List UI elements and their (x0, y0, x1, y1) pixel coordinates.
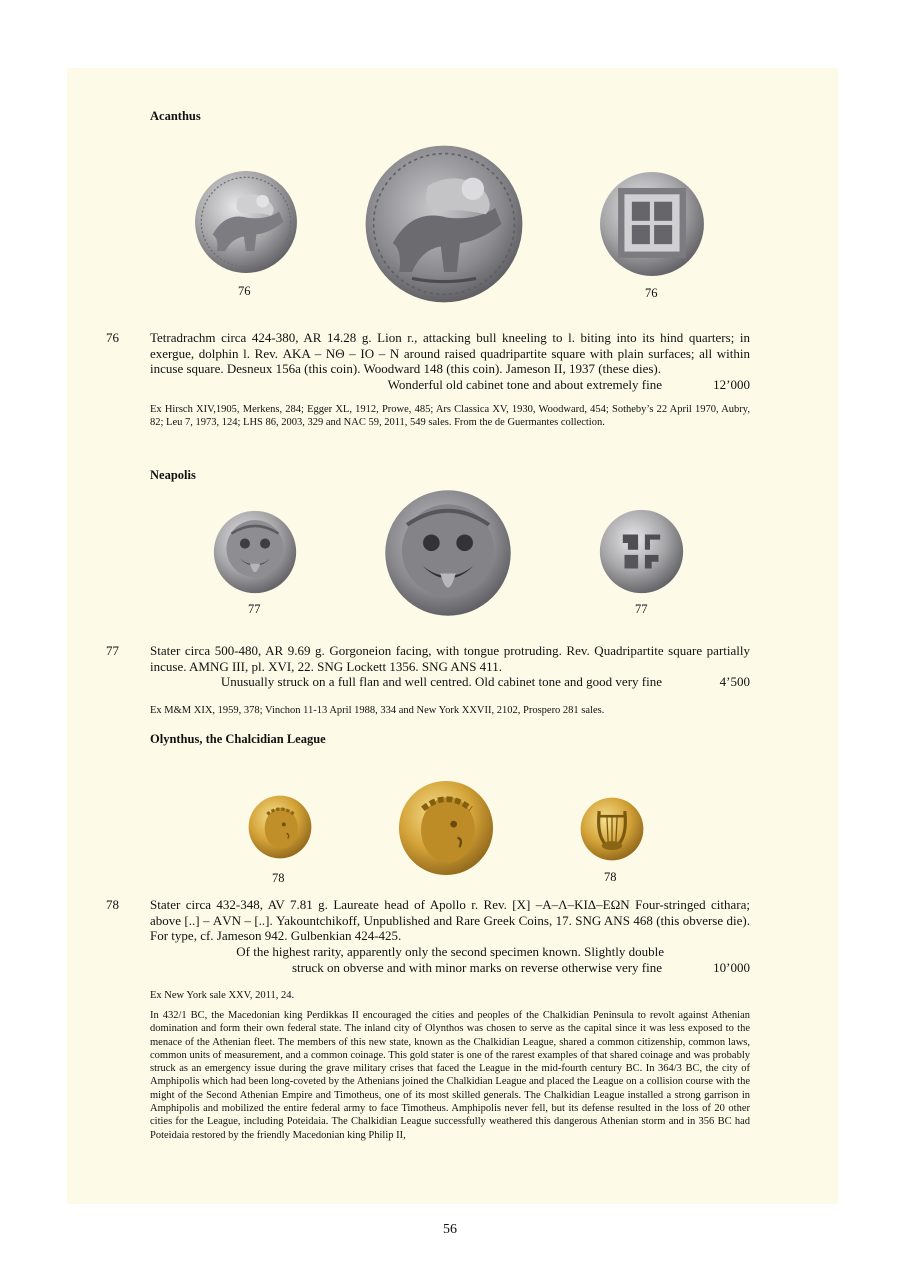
lot-price: 4’500 (719, 674, 750, 689)
olynthus-reverse-coin-image (580, 795, 644, 863)
lot-price: 12’000 (713, 377, 750, 392)
coin-label: 78 (272, 871, 285, 885)
grade-text: Unusually struck on a full flan and well centred. Old cabinet tone and good very fine (220, 674, 662, 689)
grade-text: Wonderful old cabinet tone and about extremely fine (387, 377, 662, 392)
neapolis-reverse-coin-image (599, 508, 684, 595)
lot-grade (150, 377, 750, 393)
coin-label: 76 (238, 284, 251, 298)
page-number: 56 (443, 1222, 457, 1237)
olynthus-obverse-coin-image (248, 793, 312, 861)
section-heading-acanthus: Acanthus (150, 109, 201, 123)
lot-provenance: Ex Hirsch XIV,1905, Merkens, 284; Egger XL, 1912, Prowe, 485; Ars Classica XV, 1930, Woodward, 454; Sotheby’s 22 April 1970, Aubry, 82; Leu 7, 1973, 124; LHS 86, 2003, 329 and NAC 59, 2011, 549 sales. From the de Guermantes collection. (150, 404, 750, 428)
lot-number: 76 (106, 330, 119, 345)
coin-label: 77 (635, 602, 648, 616)
lot-grade (150, 674, 750, 690)
acanthus-obverse-enlarged-coin-image (363, 144, 525, 304)
lot-provenance: Ex New York sale XXV, 2011, 24. (150, 990, 295, 1001)
lot-grade (150, 960, 750, 976)
coin-label: 76 (645, 286, 658, 300)
lot-number: 78 (106, 897, 119, 912)
neapolis-obverse-enlarged-coin-image (383, 489, 513, 617)
section-heading-olynthus: Olynthus, the Chalcidian League (150, 732, 326, 746)
coin-label: 78 (604, 870, 617, 884)
lot-provenance: Ex M&M XIX, 1959, 378; Vinchon 11-13 April 1988, 334 and New York XXVII, 2102, Prospero 281 sales. (150, 705, 605, 716)
lot-description: Stater circa 500-480, AR 9.69 g. Gorgoneion facing, with tongue protruding. Rev. Quadripartite square partially incuse. AMNG III, pl. XVI, 22. SNG Lockett 1356. SNG ANS 411. (150, 643, 750, 674)
historical-note: In 432/1 BC, the Macedonian king Perdikkas II encouraged the cities and peoples of the Chalkidian Peninsula to revolt against Athenian domination and form their own federal state. The inland city of Olynthos was chosen to serve as the capital since it was less exposed to the menace of the Athenian fleet. The members of this new state, known as the Chalkidian League, shared a common citizenship, common laws, common units of measurement, and a common coinage. This gold stater is one of the rarest examples of that shared coinage and was probably struck as an emergency issue during the grave military crises that faced the League in the mid-fourth century BC. In 364/3 BC, the city of Amphipolis which had been long-coveted by the Athenians joined the Chalkidian League and placed the League on a collision course with the might of the Second Athenian Empire and Timotheus, one of its most skilled generals. The Chalkidian League installed a strong garrison in Amphipolis and mobilized the entire federal army to face Timotheus. Amphipolis never fell, but its defense resulted in the loss of 20 other cities for the League, including Poteidaia. The Chalkidian League successfully weathered this dangerous Athenian storm and in 356 BC had Poteidaia restored by the friendly Macedonian king Philip II, (150, 1010, 750, 1141)
olynthus-obverse-enlarged-coin-image (398, 775, 494, 881)
coin-label: 77 (248, 602, 261, 616)
acanthus-obverse-coin-image (192, 170, 300, 274)
lot-description: Tetradrachm circa 424-380, AR 14.28 g. Lion r., attacking bull kneeling to l. biting into its hind quarters; in exergue, dolphin l. Rev. ΑΚΑ – ΝΘ – ΙΟ – Ν around raised quadripartite square with plain surfaces; all within incuse square. Desneux 156a (this coin). Woodward 148 (this coin). Jameson II, 1937 (these dies). (150, 330, 750, 376)
lot-number: 77 (106, 643, 119, 658)
neapolis-obverse-coin-image (212, 510, 298, 594)
lot-price: 10’000 (713, 960, 750, 975)
section-heading-neapolis: Neapolis (150, 468, 196, 482)
acanthus-reverse-coin-image (598, 171, 706, 277)
grade-text: struck on obverse and with minor marks on reverse otherwise very fine (291, 960, 662, 975)
lot-description: Stater circa 432-348, AV 7.81 g. Laureate head of Apollo r. Rev. [Χ] –Α–Λ–ΚΙΔ–ΕΩΝ Four-stringed cithara; above [..] – ΑVΝ – [..]. Yakountchikoff, Unpublished and Rare Greek Coins, 17. SNG ANS 468 (this obverse die). For type, cf. Jameson 942. Gulbenkian 424-425. (150, 897, 750, 943)
lot-grade-line-1: Of the highest rarity, apparently only the second specimen known. Slightly double (236, 944, 664, 959)
